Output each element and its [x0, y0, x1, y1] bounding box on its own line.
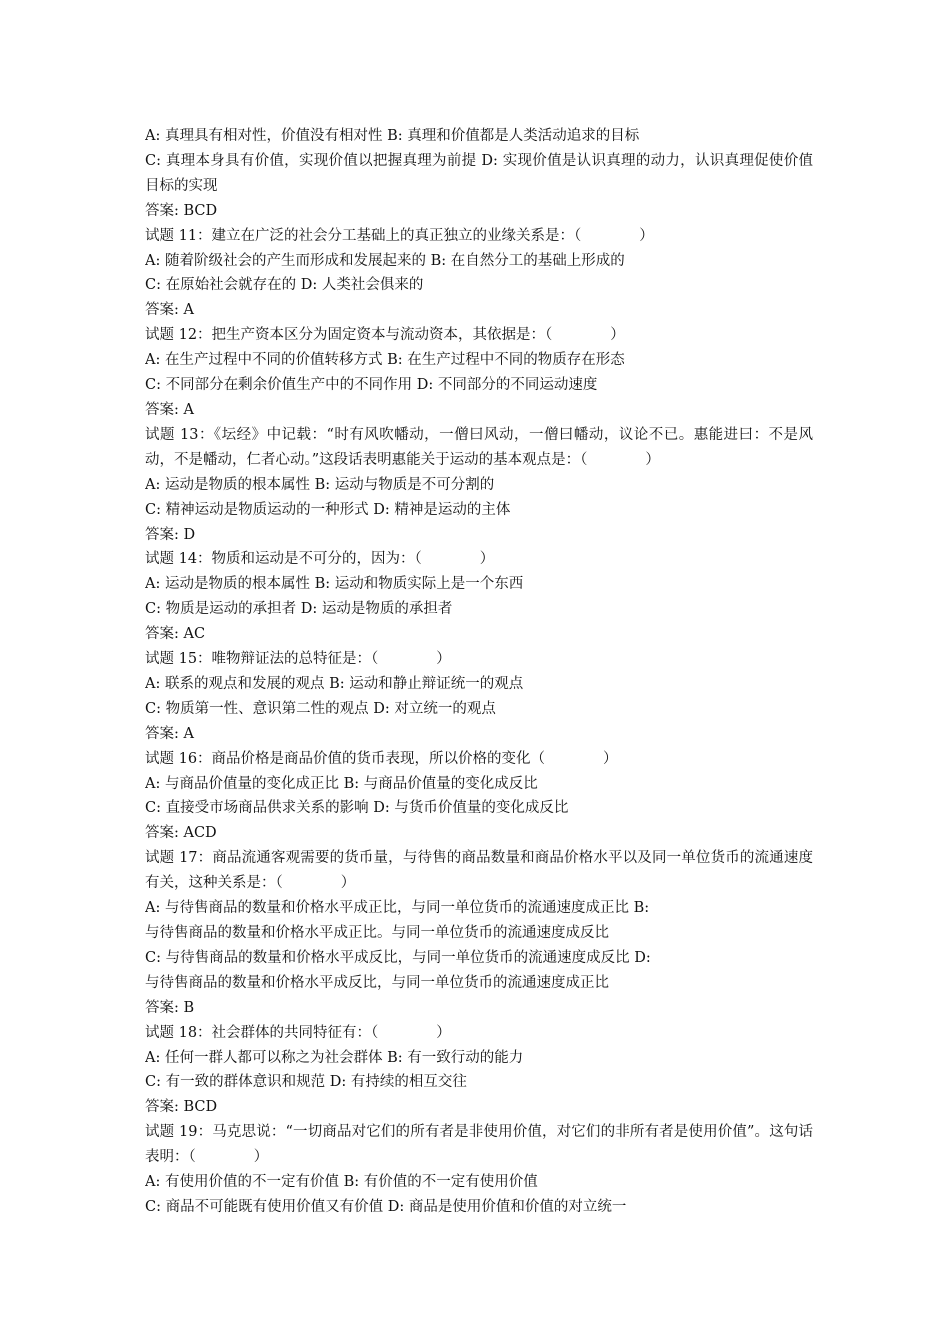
- answer-line: 答案: AC: [145, 626, 206, 643]
- text-line: 与待售商品的数量和价格水平成反比，与同一单位货币的流通速度成正比: [145, 974, 609, 991]
- text-line: 与待售商品的数量和价格水平成正比。与同一单位货币的流通速度成反比: [145, 925, 609, 941]
- question-line: 试题 18：社会群体的共同特征有：（ ）: [145, 1024, 451, 1041]
- option-line: C: 不同部分在剩余价值生产中的不同作用 D: 不同部分的不同运动速度: [145, 377, 598, 394]
- option-line: A: 有使用价值的不一定有价值 B: 有价值的不一定有使用价值: [145, 1174, 538, 1191]
- option-line: A: 与商品价值量的变化成正比 B: 与商品价值量的变化成反比: [145, 775, 538, 792]
- question-line: 试题 19：马克思说：“一切商品对它们的所有者是非使用价值，对它们的非所有者是使用价值”。这句话表明：（ ）: [145, 1124, 813, 1166]
- question-line: 试题 16：商品价格是商品价值的货币表现，所以价格的变化（ ）: [145, 750, 618, 767]
- question-line: 试题 13：《坛经》中记载：“时有风吹幡动，一僧曰风动，一僧曰幡动，议论不已。惠能进曰：不是风动，不是幡动，仁者心动。”这段话表明惠能关于运动的基本观点是：（ ）: [145, 426, 813, 468]
- answer-line: 答案: BCD: [145, 1099, 218, 1116]
- answer-line: 答案: A: [145, 302, 194, 319]
- question-line: 试题 12：把生产资本区分为固定资本与流动资本，其依据是：（ ）: [145, 327, 625, 344]
- answer-line: 答案: BCD: [145, 202, 218, 219]
- question-line: 试题 11：建立在广泛的社会分工基础上的真正独立的业缘关系是：（ ）: [145, 227, 654, 244]
- answer-line: 答案: D: [145, 526, 196, 543]
- question-line: 试题 15：唯物辩证法的总特征是：（ ）: [145, 651, 451, 668]
- option-line: C: 真理本身具有价值，实现价值以把握真理为前提 D: 实现价值是认识真理的动力，认识真理促使价值目标的实现: [145, 152, 813, 194]
- document-body: [145, 124, 813, 1220]
- option-line: C: 商品不可能既有使用价值又有价值 D: 商品是使用价值和价值的对立统一: [145, 1198, 627, 1215]
- option-line: C: 在原始社会就存在的 D: 人类社会俱来的: [145, 277, 424, 294]
- option-line: C: 物质第一性、意识第二性的观点 D: 对立统一的观点: [145, 700, 496, 717]
- option-line: C: 直接受市场商品供求关系的影响 D: 与货币价值量的变化成反比: [145, 800, 569, 817]
- option-line: A: 真理具有相对性，价值没有相对性 B: 真理和价值都是人类活动追求的目标: [145, 128, 640, 144]
- question-line: 试题 17：商品流通客观需要的货币量，与待售的商品数量和商品价格水平以及同一单位货币的流通速度有关，这种关系是：（ ）: [145, 850, 813, 892]
- option-line: C: 物质是运动的承担者 D: 运动是物质的承担者: [145, 601, 453, 618]
- answer-line: 答案: B: [145, 999, 195, 1016]
- option-line: C: 有一致的群体意识和规范 D: 有持续的相互交往: [145, 1074, 467, 1091]
- option-line: A: 与待售商品的数量和价格水平成正比，与同一单位货币的流通速度成正比 B:: [145, 900, 650, 917]
- answer-line: 答案: ACD: [145, 825, 217, 842]
- answer-line: 答案: A: [145, 725, 194, 742]
- option-line: C: 精神运动是物质运动的一种形式 D: 精神是运动的主体: [145, 501, 511, 518]
- option-line: C: 与待售商品的数量和价格水平成反比，与同一单位货币的流通速度成反比 D:: [145, 949, 651, 966]
- option-line: A: 任何一群人都可以称之为社会群体 B: 有一致行动的能力: [145, 1049, 524, 1066]
- option-line: A: 随着阶级社会的产生而形成和发展起来的 B: 在自然分工的基础上形成的: [145, 252, 625, 269]
- option-line: A: 在生产过程中不同的价值转移方式 B: 在生产过程中不同的物质存在形态: [145, 352, 625, 369]
- option-line: A: 联系的观点和发展的观点 B: 运动和静止辩证统一的观点: [145, 675, 524, 692]
- option-line: A: 运动是物质的根本属性 B: 运动与物质是不可分割的: [145, 476, 495, 493]
- answer-line: 答案: A: [145, 401, 194, 418]
- question-line: 试题 14：物质和运动是不可分的，因为：（ ）: [145, 551, 495, 568]
- option-line: A: 运动是物质的根本属性 B: 运动和物质实际上是一个东西: [145, 576, 524, 593]
